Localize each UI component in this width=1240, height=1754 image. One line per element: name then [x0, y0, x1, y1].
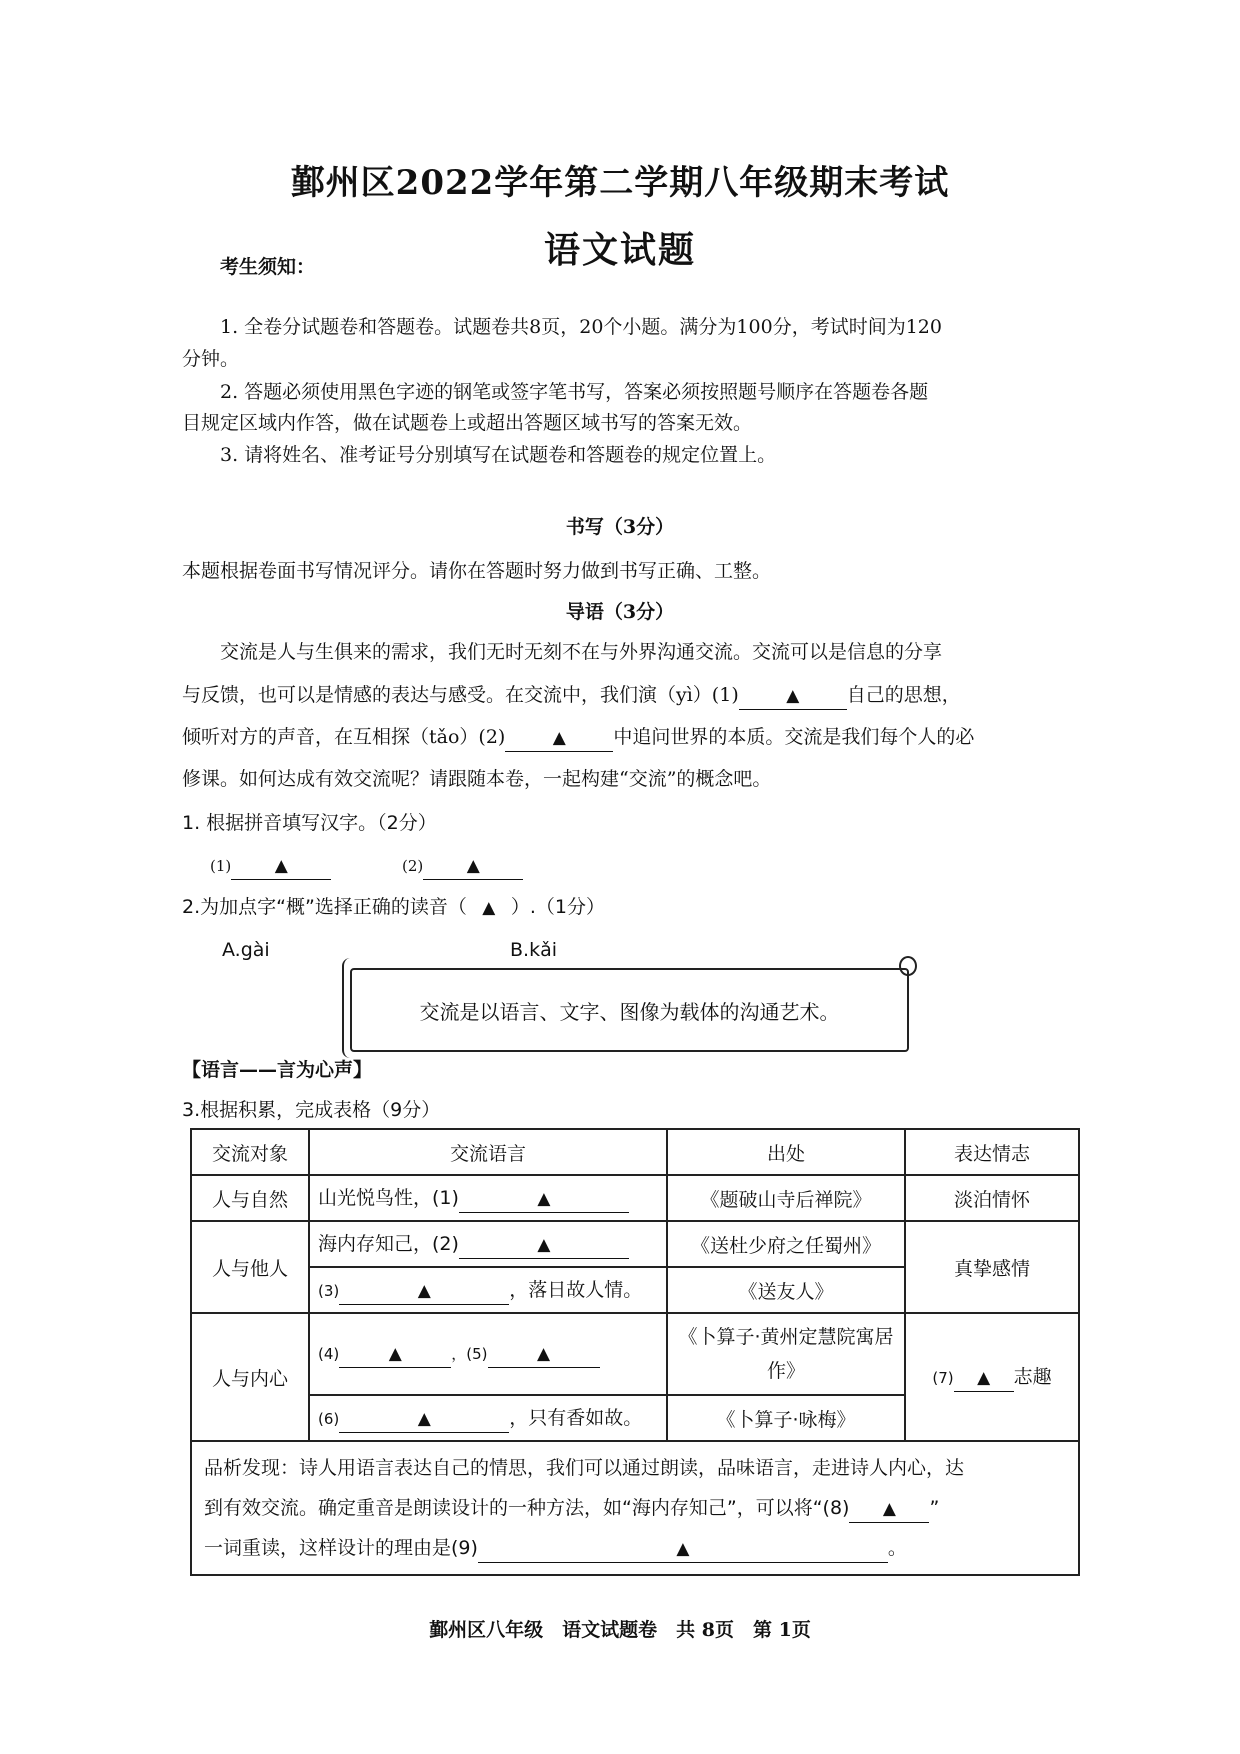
triangle-marker-icon: ▲ — [482, 898, 496, 918]
intro-line-1: 交流是人与生俱来的需求，我们无时无刻不在与外界沟通交流。交流可以是信息的分享 — [220, 641, 943, 663]
q2-option-b: B.kǎi — [510, 939, 557, 961]
scroll-banner — [350, 968, 909, 1052]
row3-emotion — [905, 1313, 1079, 1441]
intro-line-4: 修课。如何达成有效交流呢？请跟随本卷，一起构建“交流”的概念吧。 — [182, 768, 772, 790]
triangle-marker-icon: ▲ — [537, 1189, 551, 1209]
table-note-row — [191, 1441, 1079, 1575]
row2-source-2: 《送友人》 — [667, 1267, 905, 1313]
intro-line-2-text-b: 自己的思想， — [846, 684, 961, 706]
page-footer: 鄞州区八年级 语文试题卷 共 8页 第 1页 — [429, 1619, 811, 1641]
row3-language-1 — [309, 1313, 667, 1395]
table-header-row — [191, 1129, 1079, 1175]
triangle-marker-icon: ▲ — [676, 1539, 690, 1559]
row2-object: 人与他人 — [191, 1221, 309, 1313]
question-1-blank-2 — [402, 850, 523, 881]
answer-blank-table-7[interactable] — [954, 1364, 1014, 1392]
analysis-note — [191, 1441, 1079, 1575]
triangle-marker-icon: ▲ — [537, 1235, 551, 1255]
analysis-note-line-3 — [204, 1528, 1066, 1568]
triangle-marker-icon: ▲ — [388, 1344, 402, 1364]
scroll-curl-right-icon — [899, 956, 917, 976]
exam-title: 鄞州区2022学年第二学期八年级期末考试 — [290, 163, 950, 203]
row1-language — [309, 1175, 667, 1221]
intro-line-2 — [182, 680, 961, 710]
analysis-note-line-2-text-b: ” — [929, 1497, 940, 1519]
row1-emotion: 淡泊情怀 — [905, 1175, 1079, 1221]
intro-line-3-text-b: 中追问世界的本质。交流是我们每个人的必 — [613, 726, 975, 748]
triangle-marker-icon: ▲ — [466, 856, 480, 876]
writing-text: 本题根据卷面书写情况评分。请你在答题时努力做到书写正确、工整。 — [182, 560, 772, 582]
q2-option-a: A.gài — [222, 939, 270, 961]
row3-language-2-label: (6) — [318, 1410, 340, 1428]
row3-source-1: 《卜算子·黄州定慧院寓居作》 — [667, 1313, 905, 1395]
row1-source: 《题破山寺后禅院》 — [667, 1175, 905, 1221]
answer-blank-intro-2[interactable] — [505, 724, 613, 752]
notice-item-3: 3. 请将姓名、准考证号分别填写在试题卷和答题卷的规定位置上。 — [220, 444, 777, 466]
table-row — [191, 1313, 1079, 1395]
q1-blank-1-label: (1) — [210, 857, 232, 875]
triangle-marker-icon: ▲ — [417, 1281, 431, 1301]
analysis-note-line-2 — [204, 1488, 1066, 1528]
intro-line-3 — [182, 722, 974, 752]
analysis-note-line-3-text-b: 。 — [887, 1537, 907, 1559]
triangle-marker-icon: ▲ — [786, 686, 800, 706]
row3-emotion-text: 志趣 — [1013, 1366, 1052, 1388]
row2-source-1: 《送杜少府之任蜀州》 — [667, 1221, 905, 1267]
intro-line-3-text-a: 倾听对方的声音，在互相探（tǎo）(2) — [182, 726, 506, 748]
table-header-cell: 表达情志 — [905, 1129, 1079, 1175]
row1-object: 人与自然 — [191, 1175, 309, 1221]
answer-blank-q1-1[interactable] — [231, 852, 331, 880]
row3-object: 人与内心 — [191, 1313, 309, 1441]
triangle-marker-icon: ▲ — [977, 1368, 991, 1388]
row2-emotion: 真挚感情 — [905, 1221, 1079, 1313]
question-2-text-a: 2.为加点字“概”选择正确的读音（ — [182, 896, 467, 918]
answer-blank-table-8[interactable] — [849, 1495, 929, 1523]
answer-blank-table-5[interactable] — [488, 1340, 600, 1368]
triangle-marker-icon: ▲ — [882, 1499, 896, 1519]
answer-blank-q1-2[interactable] — [423, 852, 523, 880]
answer-blank-table-2[interactable] — [459, 1231, 629, 1259]
notice-item-2-line-1: 2. 答题必须使用黑色字迹的钢笔或签字笔书写，答案必须按照题号顺序在答题卷各题 — [220, 381, 929, 403]
notice-item-2-line-2: 目规定区域内作答，做在试题卷上或超出答题区域书写的答案无效。 — [182, 412, 753, 434]
triangle-marker-icon: ▲ — [552, 728, 566, 748]
section-language-heading: 【语言——言为心声】 — [182, 1059, 373, 1081]
row2-language-1-text: 海内存知己，(2) — [318, 1233, 459, 1255]
table-row — [191, 1221, 1079, 1267]
triangle-marker-icon: ▲ — [274, 856, 288, 876]
writing-heading: 书写（3分） — [565, 516, 675, 538]
question-3: 3.根据积累，完成表格（9分） — [182, 1099, 441, 1121]
row3-emotion-label: (7) — [932, 1369, 954, 1387]
analysis-note-line-3-text-a: 一词重读，这样设计的理由是(9) — [204, 1537, 478, 1559]
table-header-cell: 出处 — [667, 1129, 905, 1175]
answer-blank-table-9[interactable] — [478, 1535, 888, 1563]
row2-language-1 — [309, 1221, 667, 1267]
intro-line-2-text-a: 与反馈，也可以是情感的表达与感受。在交流中，我们演（yì）(1) — [182, 684, 739, 706]
triangle-marker-icon: ▲ — [536, 1344, 551, 1364]
notice-heading: 考生须知： — [220, 256, 316, 278]
exam-subtitle: 语文试题 — [543, 229, 696, 271]
answer-slot-q2[interactable] — [467, 892, 511, 923]
analysis-note-line-1: 品析发现：诗人用语言表达自己的情思，我们可以通过朗读，品味语言，走进诗人内心，达 — [204, 1457, 965, 1479]
answer-blank-table-3[interactable] — [339, 1277, 509, 1305]
row3-language-1-mid: ，(5) — [451, 1345, 488, 1363]
row3-language-2 — [309, 1395, 667, 1441]
q1-blank-2-label: (2) — [402, 857, 424, 875]
answer-blank-table-4[interactable] — [339, 1340, 451, 1368]
table-header-cell: 交流语言 — [309, 1129, 667, 1175]
answer-blank-intro-1[interactable] — [739, 682, 847, 710]
notice-item-1-line-1: 1. 全卷分试题卷和答题卷。试题卷共8页，20个小题。满分为100分，考试时间为120 — [220, 316, 942, 338]
table-row — [191, 1175, 1079, 1221]
notice-item-1-line-2: 分钟。 — [182, 348, 240, 370]
row1-language-text: 山光悦鸟性，(1) — [318, 1187, 459, 1209]
intro-heading: 导语（3分） — [565, 601, 675, 623]
question-2 — [182, 892, 605, 923]
table-header-cell: 交流对象 — [191, 1129, 309, 1175]
analysis-note-line-2-text-a: 到有效交流。确定重音是朗读设计的一种方法，如“海内存知己”，可以将“(8) — [204, 1497, 850, 1519]
answer-blank-table-6[interactable] — [339, 1405, 509, 1433]
triangle-marker-icon: ▲ — [417, 1409, 431, 1429]
row3-language-2-text: ，只有香如故。 — [509, 1407, 643, 1429]
row2-language-2 — [309, 1267, 667, 1313]
scroll-banner-text: 交流是以语言、文字、图像为载体的沟通艺术。 — [419, 1000, 840, 1024]
row2-language-2-label: (3) — [318, 1282, 340, 1300]
question-1-blank-1 — [210, 850, 331, 881]
row2-language-2-text: ，落日故人情。 — [509, 1279, 643, 1301]
question-1: 1. 根据拼音填写汉字。（2分） — [182, 812, 437, 834]
row3-source-2: 《卜算子·咏梅》 — [667, 1395, 905, 1441]
row3-language-1-label: (4) — [318, 1345, 340, 1363]
question-2-text-b: ）.（1分） — [510, 896, 605, 918]
answer-blank-table-1[interactable] — [459, 1185, 629, 1213]
question-3-table — [190, 1128, 1080, 1576]
